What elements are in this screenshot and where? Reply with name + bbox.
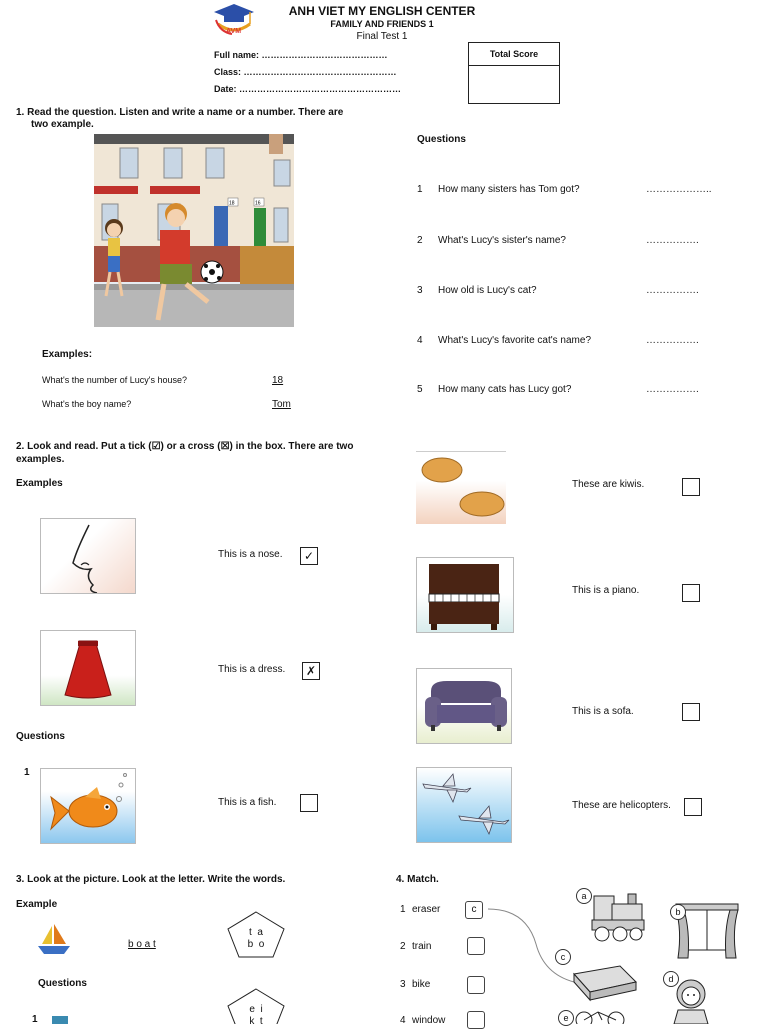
s1-q5-text: How many cats has Lucy got? [438,384,572,395]
s4-item-4-num: 4 [400,1015,406,1026]
s1-q3-blank[interactable]: ……………. [646,285,699,296]
s4-item-3-answer[interactable] [467,976,485,994]
s3-q1-num: 1 [32,1014,38,1025]
s2-sofa-checkbox[interactable] [682,703,700,721]
s2-sofa-text: This is a sofa. [572,706,634,717]
eraser-icon [570,962,640,1002]
s3-title: 3. Look at the picture. Look at the letter. Write the words. [16,874,286,885]
house-number-16: 16 [255,200,261,207]
train-icon [588,890,652,944]
s2-kiwis-checkbox[interactable] [682,478,700,496]
s2-nose-text: This is a nose. [218,549,283,560]
fish-picture [40,768,136,844]
book-name: FAMILY AND FRIENDS 1 [330,19,434,29]
s2-examples-label: Examples [16,478,63,489]
fullname-field[interactable]: Full name: …………………………………… [214,50,388,60]
s4-title: 4. Match. [396,874,439,885]
s2-q1-num: 1 [24,767,30,778]
s1-title: 1. Read the question. Listen and write a name or a number. There are [16,107,344,118]
helicopters-picture [416,767,512,843]
s1-q2-blank[interactable]: ……………. [646,235,699,246]
s4-item-3-word: bike [412,979,431,990]
s3-q1-letters-bottom: k t [249,1016,263,1024]
s1-title2: two example. [31,119,94,130]
s3-q1-pentagon [226,988,286,1024]
s1-example-2-answer: Tom [272,399,291,410]
s2-helicopters-text: These are helicopters. [572,800,671,811]
s1-q3-text: How old is Lucy's cat? [438,285,537,296]
s4-item-4-word: window [412,1015,446,1026]
s2-title2: examples. [16,454,65,465]
s1-examples-label: Examples: [42,349,93,360]
s1-q5-blank[interactable]: ……………. [646,384,699,395]
s4-item-3-num: 3 [400,979,406,990]
date-field[interactable]: Date: ……………………………………………… [214,84,402,94]
s2-dress-checkbox[interactable]: ✗ [302,662,320,680]
s1-q4-blank[interactable]: ……………. [646,335,699,346]
s3-example-letters-bottom: b o [247,939,265,950]
s4-item-2-word: train [412,941,432,952]
s2-helicopters-checkbox[interactable] [684,798,702,816]
s4-item-4-answer[interactable] [467,1011,485,1029]
logo [212,2,256,40]
boat-icon [36,922,72,956]
center-name: ANH VIET MY ENGLISH CENTER [288,4,476,18]
bike-icon [572,1008,628,1024]
s1-questions-label: Questions [417,134,466,145]
s3-example-label: Example [16,899,58,910]
s3-q1-letters-top: e i [249,1004,263,1015]
sofa-picture [416,668,512,744]
s4-item-2-answer[interactable] [467,937,485,955]
s1-q3-num: 3 [417,285,423,296]
s1-example-1-answer: 18 [272,375,284,386]
s4-pic-c-label: c [555,949,571,965]
nose-picture [40,518,136,594]
kiwis-picture [416,451,506,524]
s4-item-1-num: 1 [400,904,406,915]
s2-kiwis-text: These are kiwis. [572,479,645,490]
s4-item-1-answer[interactable]: c [465,901,483,919]
class-field[interactable]: Class: …………………………………………… [214,67,397,77]
s3-example-pentagon [226,911,286,959]
s4-match-line [486,904,576,984]
score-label: Total Score [469,43,559,66]
s4-item-1-word: eraser [412,904,441,915]
s4-pic-b-label: b [670,904,686,920]
s1-example-1-question: What's the number of Lucy's house? [42,375,188,385]
s3-example-word: b o a t [128,939,156,950]
s1-example-2-question: What's the boy name? [42,399,132,409]
house-number-18: 18 [229,200,235,207]
s2-title: 2. Look and read. Put a tick (☑) or a cross (☒) in the box. There are two [16,441,354,452]
s1-q1-num: 1 [417,184,423,195]
s1-q5-num: 5 [417,384,423,395]
s1-q1-text: How many sisters has Tom got? [438,184,580,195]
s2-dress-text: This is a dress. [218,664,286,675]
street-picture [94,134,294,327]
s3-q1-picture [52,1016,68,1024]
s2-nose-checkbox[interactable]: ✓ [300,547,318,565]
s2-piano-text: This is a piano. [572,585,640,596]
s3-questions-label: Questions [38,978,87,989]
score-box [468,42,560,104]
s4-pic-d-label: d [663,971,679,987]
s4-pic-e-label: e [558,1010,574,1026]
s1-q1-blank[interactable]: ……………….. [646,184,712,195]
s2-questions-label: Questions [16,731,65,742]
s1-q4-num: 4 [417,335,423,346]
dress-picture [40,630,136,706]
s1-q2-text: What's Lucy's sister's name? [438,235,566,246]
s1-q2-num: 2 [417,235,423,246]
s3-example-letters-top: t a [249,927,263,938]
piano-picture [416,557,514,633]
s4-item-2-num: 2 [400,941,406,952]
s2-fish-checkbox[interactable] [300,794,318,812]
s1-q4-text: What's Lucy's favorite cat's name? [438,335,592,346]
s2-piano-checkbox[interactable] [682,584,700,602]
logo-text: AVM [226,28,242,35]
s2-fish-text: This is a fish. [218,797,277,808]
s4-pic-a-label: a [576,888,592,904]
test-name: Final Test 1 [356,31,408,42]
